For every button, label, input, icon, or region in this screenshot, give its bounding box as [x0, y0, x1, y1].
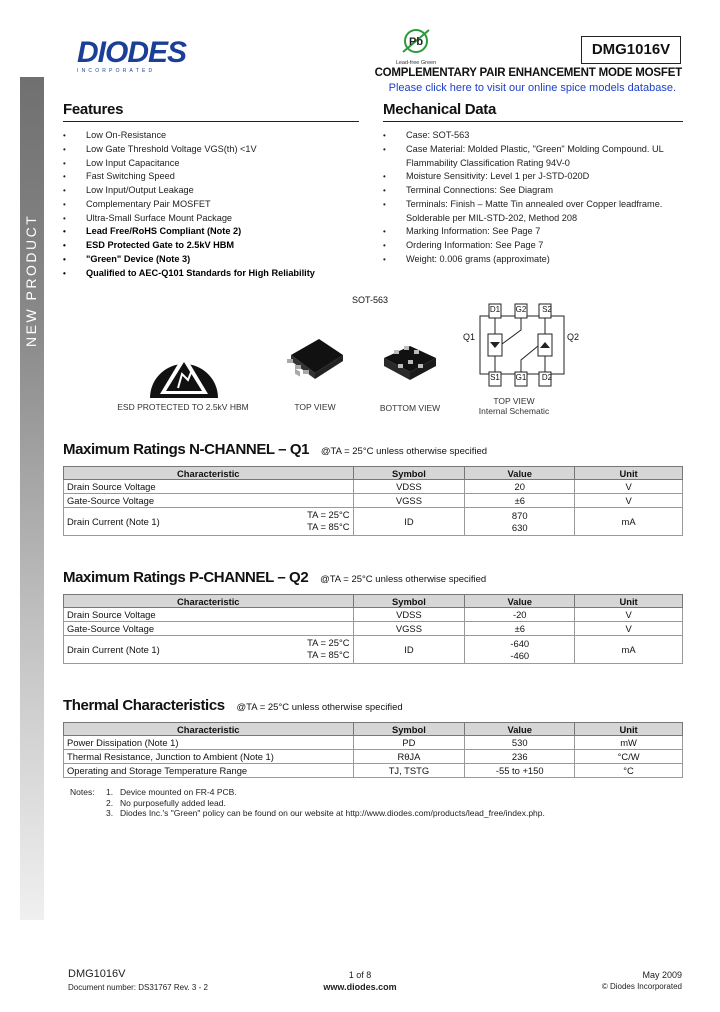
- top-pins: [489, 305, 569, 317]
- row-value-cell: [465, 508, 575, 536]
- table-header-row: [64, 467, 683, 480]
- header-unit: Unit: [575, 723, 683, 736]
- row-value-85: 630: [511, 521, 528, 533]
- part-number: DMG1016V: [581, 36, 681, 64]
- thermal-title: Thermal Characteristics: [63, 697, 225, 714]
- mechanical-item: • Terminal Connections: See Diagram: [383, 184, 683, 198]
- header-characteristic: Characteristic: [64, 595, 354, 608]
- pchannel-condition: @TA = 25°C unless otherwise specified: [320, 574, 487, 585]
- row-cond-85: TA = 85°C: [307, 521, 350, 532]
- header-value: Value: [465, 595, 575, 608]
- row-characteristic: Drain Source Voltage: [64, 480, 354, 494]
- row-unit: V: [575, 480, 683, 494]
- bottom-pins: [489, 373, 569, 385]
- mechanical-title: Mechanical Data: [383, 101, 497, 118]
- diodes-logo: [77, 36, 205, 76]
- row-unit: V: [575, 608, 683, 622]
- note-number: 3.: [106, 808, 114, 818]
- pb-symbol: Pb: [409, 36, 424, 48]
- mechanical-item: • Weight: 0.006 grams (approximate): [383, 253, 683, 267]
- header-unit: Unit: [575, 595, 683, 608]
- bottom-view-caption: BOTTOM VIEW: [379, 403, 441, 413]
- nchannel-section: [63, 441, 683, 536]
- features-list: [63, 129, 359, 280]
- features-rule: [63, 121, 359, 122]
- nchannel-condition: @TA = 25°C unless otherwise specified: [320, 446, 488, 457]
- sidebar-label: NEW PRODUCT: [23, 213, 39, 347]
- row-value-25: 870: [511, 509, 528, 521]
- row-characteristic: Power Dissipation (Note 1): [64, 736, 354, 750]
- row-characteristic: Drain Source Voltage: [64, 608, 354, 622]
- feature-item: • Qualified to AEC-Q101 Standards for High Reliability: [63, 267, 359, 281]
- row-value: 530: [465, 736, 575, 750]
- feature-item: • Low Gate Threshold Voltage VGS(th) <1V: [63, 143, 359, 157]
- row-characteristic-cell: [64, 636, 354, 664]
- pin-label: S2: [542, 305, 552, 314]
- footer-page: 1 of 8: [348, 970, 372, 980]
- mechanical-item: • Terminals: Finish – Matte Tin annealed over Copper leadframe. Solderable per MIL-STD-202, Method 208: [383, 198, 683, 226]
- table-header-row: [64, 723, 683, 736]
- table-row: [64, 480, 683, 494]
- header-symbol: Symbol: [353, 467, 465, 480]
- row-characteristic: Drain Current (Note 1): [67, 644, 160, 655]
- row-value-cell: [465, 636, 575, 664]
- notes-label: Notes:: [70, 787, 95, 797]
- mechanical-rule: [383, 121, 683, 122]
- feature-item: • ESD Protected Gate to 2.5kV HBM: [63, 239, 359, 253]
- row-symbol: TJ, TSTG: [353, 764, 465, 778]
- mechanical-item: • Case: SOT-563: [383, 129, 683, 143]
- row-symbol: VDSS: [353, 608, 465, 622]
- esd-symbol: [148, 340, 220, 400]
- package-bottom-view: [378, 340, 440, 388]
- note-item: [106, 798, 670, 809]
- row-unit: mW: [575, 736, 683, 750]
- top-view-caption: TOP VIEW: [294, 402, 336, 412]
- row-cond-85: TA = 85°C: [307, 649, 350, 660]
- pchannel-heading: [63, 569, 683, 586]
- nchannel-table: [63, 466, 683, 536]
- header-symbol: Symbol: [353, 723, 465, 736]
- lead-free-badge: [392, 26, 440, 66]
- row-symbol: VGSS: [353, 622, 465, 636]
- row-value: -20: [465, 608, 575, 622]
- note-number: 1.: [106, 787, 114, 797]
- row-symbol: ID: [353, 636, 465, 664]
- notes-section: [70, 787, 670, 819]
- feature-item: • Low Input/Output Leakage: [63, 184, 359, 198]
- row-value: ±6: [465, 622, 575, 636]
- row-characteristic: Thermal Resistance, Junction to Ambient (Note 1): [64, 750, 354, 764]
- mechanical-item: • Case Material: Molded Plastic, "Green" Molding Compound. UL Flammability Classification Rating 94V-0: [383, 143, 683, 171]
- header-value: Value: [465, 467, 575, 480]
- sidebar-label-container: [20, 77, 44, 377]
- feature-item: • Low Input Capacitance: [63, 157, 359, 171]
- note-text: No purposefully added lead.: [120, 797, 226, 808]
- features-section: [63, 101, 359, 280]
- badge-text: Lead-free Green: [395, 60, 437, 66]
- pchannel-title: Maximum Ratings P-CHANNEL – Q2: [63, 569, 309, 586]
- footer-date: May 2009: [642, 970, 682, 980]
- thermal-heading: [63, 697, 683, 714]
- row-conditions: [307, 637, 349, 661]
- pchannel-table: [63, 594, 683, 664]
- q1-label: Q1: [463, 332, 476, 342]
- footer-part: DMG1016V: [68, 968, 126, 980]
- feature-item: • Fast Switching Speed: [63, 170, 359, 184]
- table-row: [64, 764, 683, 778]
- row-unit: V: [575, 622, 683, 636]
- esd-warning-icon: [148, 340, 220, 400]
- row-unit: °C/W: [575, 750, 683, 764]
- row-value: ±6: [465, 494, 575, 508]
- row-unit: mA: [575, 636, 683, 664]
- thermal-table: [63, 722, 683, 778]
- row-symbol: ID: [353, 508, 465, 536]
- q2-label: Q2: [567, 332, 580, 342]
- pin-label: G2: [515, 305, 527, 314]
- pchannel-section: [63, 569, 683, 664]
- mechanical-item: • Moisture Sensitivity: Level 1 per J-STD-020D: [383, 170, 683, 184]
- row-value: 20: [465, 480, 575, 494]
- package-top-view: [285, 333, 347, 385]
- table-row: [64, 494, 683, 508]
- package-bottom-image: [378, 340, 440, 388]
- mechanical-item: • Marking Information: See Page 7: [383, 225, 683, 239]
- logo-subtext: INCORPORATED: [77, 68, 156, 74]
- row-characteristic: Gate-Source Voltage: [64, 622, 354, 636]
- row-cond-25: TA = 25°C: [307, 509, 350, 520]
- note-text: Device mounted on FR-4 PCB.: [120, 787, 237, 797]
- table-row: [64, 750, 683, 764]
- thermal-section: [63, 697, 683, 778]
- row-value: 236: [465, 750, 575, 764]
- esd-caption: ESD PROTECTED TO 2.5kV HBM: [117, 402, 249, 412]
- table-row: [64, 608, 683, 622]
- row-characteristic-cell: [64, 508, 354, 536]
- row-characteristic: Drain Current (Note 1): [67, 516, 160, 527]
- header-value: Value: [465, 723, 575, 736]
- row-conditions: [307, 509, 349, 533]
- row-symbol: RθJA: [353, 750, 465, 764]
- features-title: Features: [63, 101, 124, 118]
- footer-copyright: © Diodes Incorporated: [601, 982, 682, 991]
- document-subtitle: COMPLEMENTARY PAIR ENHANCEMENT MODE MOSFET: [374, 67, 682, 79]
- feature-item: • Ultra-Small Surface Mount Package: [63, 212, 359, 226]
- row-symbol: VDSS: [353, 480, 465, 494]
- note-item: [106, 787, 670, 798]
- header-characteristic: Characteristic: [64, 467, 354, 480]
- pin-label: S1: [490, 373, 500, 382]
- nchannel-title: Maximum Ratings N-CHANNEL – Q1: [63, 441, 310, 458]
- header-symbol: Symbol: [353, 595, 465, 608]
- mechanical-item: • Ordering Information: See Page 7: [383, 239, 683, 253]
- row-unit: °C: [575, 764, 683, 778]
- schematic-caption-2: Internal Schematic: [478, 406, 550, 416]
- footer-doc-number: Document number: DS31767 Rev. 3 - 2: [68, 983, 208, 992]
- row-symbol: VGSS: [353, 494, 465, 508]
- header-characteristic: Characteristic: [64, 723, 354, 736]
- lead-free-icon: [399, 26, 433, 56]
- footer-website-link[interactable]: www.diodes.com: [323, 982, 397, 992]
- row-value: -55 to +150: [465, 764, 575, 778]
- mechanical-section: [383, 101, 683, 267]
- table-row: [64, 508, 683, 536]
- feature-item: • Lead Free/RoHS Compliant (Note 2): [63, 225, 359, 239]
- note-item: [106, 808, 670, 819]
- thermal-condition: @TA = 25°C unless otherwise specified: [236, 702, 403, 713]
- logo-word: DIODES: [77, 36, 187, 69]
- note-text: Diodes Inc.'s "Green" policy can be found on our website at http://www.diodes.com/products/lead_free/index.php.: [120, 808, 545, 818]
- package-label: SOT-563: [352, 295, 389, 305]
- row-characteristic: Operating and Storage Temperature Range: [64, 764, 354, 778]
- table-row: [64, 636, 683, 664]
- spice-models-link[interactable]: Please click here to visit our online spice models database.: [388, 82, 676, 94]
- pin-label: G1: [515, 373, 527, 382]
- row-unit: V: [575, 494, 683, 508]
- nchannel-heading: [63, 441, 683, 458]
- row-value-85: -460: [510, 649, 530, 661]
- note-number: 2.: [106, 797, 114, 808]
- row-unit: mA: [575, 508, 683, 536]
- table-header-row: [64, 595, 683, 608]
- feature-item: • Low On-Resistance: [63, 129, 359, 143]
- header-unit: Unit: [575, 467, 683, 480]
- row-cond-25: TA = 25°C: [307, 637, 350, 648]
- feature-item: • Complementary Pair MOSFET: [63, 198, 359, 212]
- mechanical-list: [383, 129, 683, 267]
- package-top-image: [285, 333, 347, 385]
- row-symbol: PD: [353, 736, 465, 750]
- pin-label: D1: [489, 305, 501, 314]
- table-row: [64, 736, 683, 750]
- row-value-25: -640: [510, 637, 530, 649]
- schematic-caption-1: TOP VIEW: [493, 396, 535, 406]
- pin-label: D2: [541, 373, 553, 382]
- feature-item: • "Green" Device (Note 3): [63, 253, 359, 267]
- row-characteristic: Gate-Source Voltage: [64, 494, 354, 508]
- table-row: [64, 622, 683, 636]
- notes-list: [106, 787, 670, 819]
